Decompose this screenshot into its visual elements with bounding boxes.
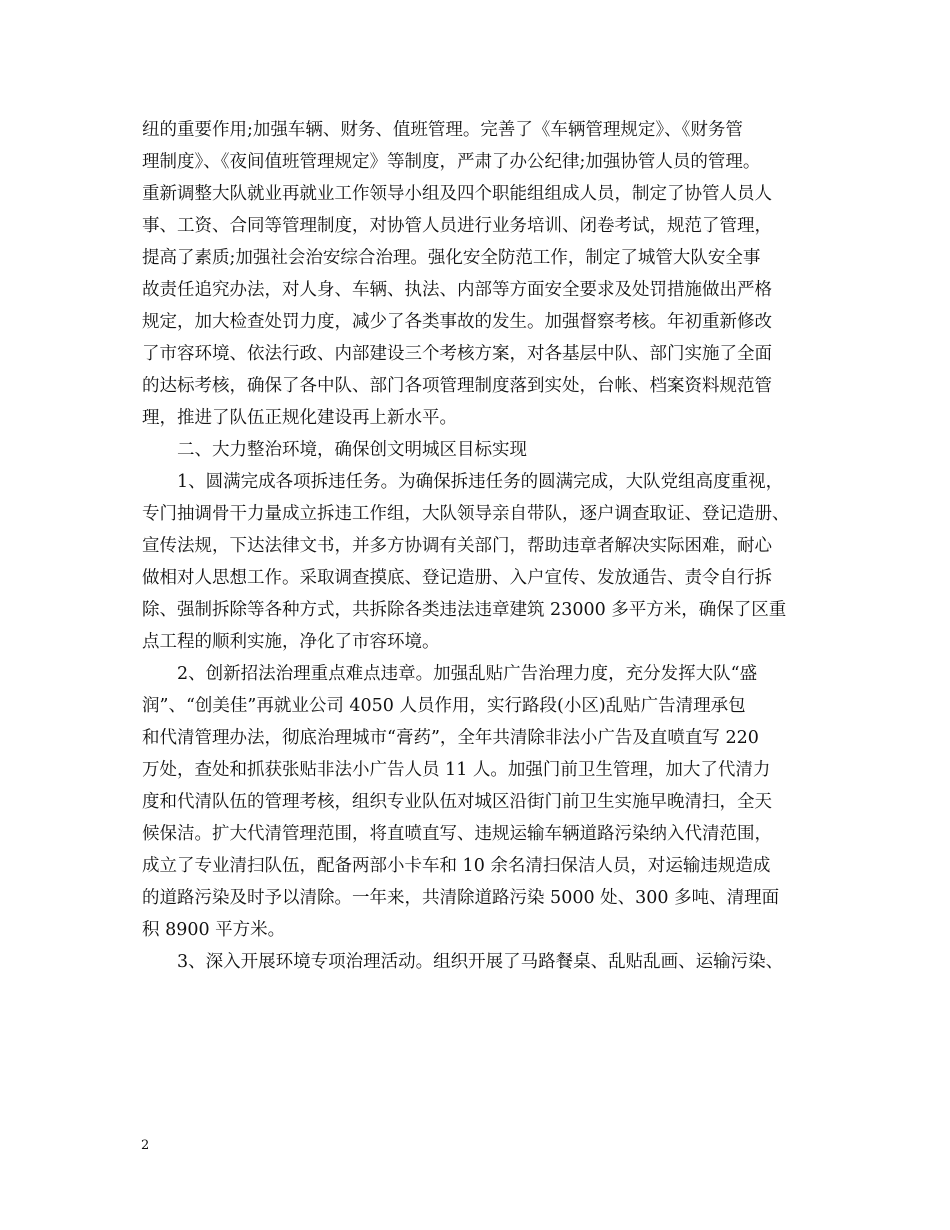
text-line: 1、圆满完成各项拆违任务。为确保拆违任务的圆满完成，大队党组高度重视， <box>177 472 784 492</box>
text-line: 3、深入开展环境专项治理活动。组织开展了马路餐桌、乱贴乱画、运输污染、 <box>177 952 784 972</box>
text-line: 和代清管理办法，彻底治理城市“膏药”，全年共清除非法小广告及直喷直写 220 <box>142 728 759 748</box>
section-heading: 二、大力整治环境，确保创文明城区目标实现 <box>177 440 527 460</box>
text-line: 做相对人思想工作。采取调查摸底、登记造册、入户宣传、发放通告、责令自行拆 <box>142 568 772 588</box>
text-line: 点工程的顺利实施，净化了市容环境。 <box>142 632 440 652</box>
text-line: 2、创新招法治理重点难点违章。加强乱贴广告治理力度，充分发挥大队“盛 <box>177 664 758 684</box>
text-line: 纽的重要作用;加强车辆、财务、值班管理。完善了《车辆管理规定》、《财务管 <box>142 120 743 140</box>
text-line: 事、工资、合同等管理制度，对协管人员进行业务培训、闭卷考试，规范了管理， <box>142 216 772 236</box>
text-line: 规定，加大检查处罚力度，减少了各类事故的发生。加强督察考核。年初重新修改 <box>142 312 772 332</box>
text-line: 除、强制拆除等各种方式，共拆除各类违法违章建筑 23000 多平方米，确保了区重 <box>142 600 787 620</box>
text-line: 候保洁。扩大代清管理范围，将直喷直写、违规运输车辆道路污染纳入代清范围， <box>142 824 772 844</box>
text-line: 润”、“创美佳”再就业公司 4050 人员作用，实行路段(小区)乱贴广告清理承包 <box>142 696 746 716</box>
text-line: 宣传法规，下达法律文书，并多方协调有关部门，帮助违章者解决实际困难，耐心 <box>142 536 772 556</box>
text-line: 积 8900 平方米。 <box>142 920 286 940</box>
text-line: 重新调整大队就业再就业工作领导小组及四个职能组组成人员，制定了协管人员人 <box>142 184 772 204</box>
text-line: 成立了专业清扫队伍，配备两部小卡车和 10 余名清扫保洁人员，对运输违规造成 <box>142 856 771 876</box>
text-line: 度和代清队伍的管理考核，组织专业队伍对城区沿街门前卫生实施早晚清扫，全天 <box>142 792 772 812</box>
page-number: 2 <box>141 1138 150 1153</box>
text-line: 故责任追究办法，对人身、车辆、执法、内部等方面安全要求及处罚措施做出严格 <box>142 280 772 300</box>
text-line: 理，推进了队伍正规化建设再上新水平。 <box>142 408 457 428</box>
text-line: 万处，查处和抓获张贴非法小广告人员 11 人。加强门前卫生管理，加大了代清力 <box>142 760 771 780</box>
text-line: 的达标考核，确保了各中队、部门各项管理制度落到实处，台帐、档案资料规范管 <box>142 376 772 396</box>
text-line: 专门抽调骨干力量成立拆违工作组，大队领导亲自带队，逐户调查取证、登记造册、 <box>142 504 790 524</box>
text-line: 的道路污染及时予以清除。一年来，共清除道路污染 5000 处、300 多吨、清理面 <box>142 888 780 908</box>
text-line: 提高了素质;加强社会治安综合治理。强化安全防范工作，制定了城管大队安全事 <box>142 248 761 268</box>
text-line: 理制度》、《夜间值班管理规定》等制度，严肃了办公纪律;加强协管人员的管理。 <box>142 152 761 172</box>
text-line: 了市容环境、依法行政、内部建设三个考核方案，对各基层中队、部门实施了全面 <box>142 344 772 364</box>
